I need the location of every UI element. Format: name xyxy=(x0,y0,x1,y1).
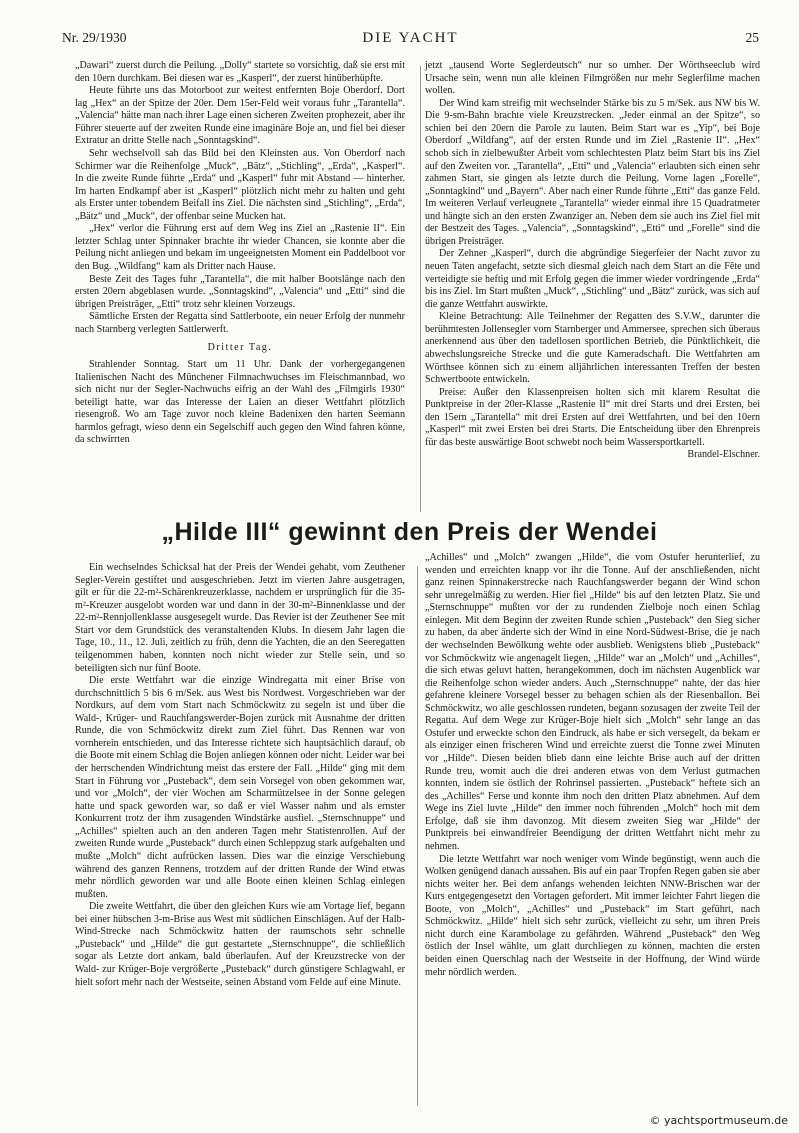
paragraph: „Achilles“ und „Molch“ zwangen „Hilde“, die vom Ostufer herunterlief, zu wenden und erreichten knapp vor ihr die Tonne. Auf der anschließenden, nicht ganz reinen Spinnakerstrecke nach Rauchfangswerder begann der Wind schon sehr unregelmäßig zu werden. Hier fiel „Hilde“ bis auf den letzten Platz. Sie und „Sternschnuppe“ mußten vor der zu rundenden Zielboje noch einen Schlag einlegen. Mit dem Beginn der zweiten Runde schien „Pusteback“ den Sieg sicher zu haben, da aber änderte sich der Wind in eine Nord-Südwest-Brise, die je nach der wechselnden Bewölkung wehte oder ausblieb. Wenigstens blieb „Pusteback“ vor Schmöckwitz wie angenagelt liegen, „Hilde“ war an „Molch“ und „Achilles“, die sich etwas geluvt hatten, herangekommen, doch im nächsten Augenblick war die Reihenfolge schon wieder anders. Auch „Sternschnuppe“ nahte, der das hier gefahrene kleinere Vorsegel besser zu behagen schien als der Riesenballon. Bei Schmöckwitz, wo alle geschlossen rundeten, begann sozusagen der zweite Teil der Regatta. Auf dem Wege zur Krüger-Boje hielt sich „Molch“ sehr lange an das Ostufer und erweckte schon den Eindruck, als habe er sich versegelt, da bekam er als einziger einen frischeren Wind und erreichte zuerst die Tonne zwei Minuten vor „Hilde“. Diesen beiden blieb dann eine leichte Brise auch auf der dritten Runde treu, womit auch die drei anderen etwas von dem Verlust gutmachen konnten, indem sie östlich der Rohrinsel passierten. „Pusteback“ heftete sich an des „Achilles“ Ferse und konnte ihm noch den dritten Platz abnehmen. Auf dem Wege ins Ziel luvte „Hilde“ den immer noch führenden „Molch“ hoch mit dem Erfolge, daß sie ihm davonzog. Mit diesem zweiten Sieg war „Hilde“ der Punktpreis bei einwandfreier Beendigung der dritten Wettfahrt nicht mehr zu nehmen. xyxy=(425,552,760,852)
column-divider xyxy=(417,566,418,1106)
copyright-watermark: © yachtsportmuseum.de xyxy=(647,1114,791,1127)
author-signature: Brandel-Elschner. xyxy=(687,449,760,461)
column-1 xyxy=(75,60,405,447)
paragraph: Die letzte Wettfahrt war noch weniger vom Winde begünstigt, wenn auch die Wolken genügend danach aussahen. Bis auf ein paar Tropfen Regen gaben sie aber nichts weiter her. Bei dem anfangs wehenden leichten NNW-Brischen war der Kurs entgegengesetzt den Vortagen gefordert. Mit immer leichter Fahrt liegen die Boote, von „Molch“, „Achilles“ und „Pusteback“ im Start geführt, nach Schmöckwitz. „Hilde“ hielt sich sehr zurück, vielleicht zu sehr, um ihren Preis nicht durch eine Karambolage zu gefährden. Während „Pusteback“ den Weg östlich der Insel wählte, um glatt durchliegen zu können, machten die ersten beiden einen Querschlag nach der Westseite in der Hoffnung, der Wind würde mehr nördlich werden. xyxy=(425,853,760,978)
issue-number: Nr. 29/1930 xyxy=(62,30,127,45)
article-title: „Hilde III“ gewinnt den Preis der Wendei xyxy=(161,518,658,546)
column-2 xyxy=(425,60,760,462)
paragraph: Sehr wechselvoll sah das Bild bei den Kleinsten aus. Von Oberdorf nach Schirmer war die Reihenfolge „Muck“, „Bätz“, „Stichling“, „Erda“, „Kasperl“. In die zweite Runde führte „Erda“ und „Kasperl“ fuhr mit Abstand — hinterher. Im harten Endkampf aber ist „Kasperl“ plötzlich nicht mehr zu halten und geht als Erster unter tobendem Beifall ins Ziel. Die nächsten sind „Stichling“, „Erda“, „Bätz“ und „Muck“, der offenbar seine Mucken hat. xyxy=(75,147,405,222)
paragraph: jetzt „tausend Worte Seglerdeutsch“ nur so umher. Der Wörthseeclub wird Ursache sein, wenn nun alle kleinen Filmgrößen nur mehr Seglerfilme machen wollen. xyxy=(425,60,760,97)
column-4 xyxy=(425,552,760,979)
page-header xyxy=(62,30,759,52)
paragraph: Heute führte uns das Motorboot zur weitest entfernten Boje Oberdorf. Dort lag „Hex“ an der Spitze der 20er. Dem 15er-Feld weit voraus fuhr „Tarantella“. „Valencia“ hätte man nach ihrer Lage einen sicheren Zweiten prophezeit, aber ihr Führer steuerte auf der zweiten Runde eine imaginäre Boje an, und fiel bei dieser Extratur an dritte Stelle nach „Sonntagskind“. xyxy=(75,85,405,147)
column-3 xyxy=(75,562,405,989)
paragraph: Ein wechselndes Schicksal hat der Preis der Wendei gehabt, vom Zeuthener Segler-Verein gestiftet und ausgeschrieben. Jetzt im vierten Jahre ausgetragen, gilt er für die 22-m²-Schärenkreuzerklasse, nachdem er ursprünglich für die 35-m²-Kreuzer ausgelobt worden war und dann in der 30-m²-Binnenklasse und der 22-m²-Rennjollenklasse ausgesegelt wurde. Das Revier ist der Zeuthener See mit Start vor dem Grundstück des veranstaltenden Klubs. In diesem Jahr lagen die Tage, 10., 11., 12. Juli, zeitlich zu früh, denn die Yachten, die an den Seeregatten teilgenommen haben, konnten noch nicht wieder zur Stelle sein, und so beteiligten sich nur fünf Boote. xyxy=(75,562,405,674)
paragraph: „Hex“ verlor die Führung erst auf dem Weg ins Ziel an „Rastenie II“. Ein letzter Schlag unter Spinnaker brachte ihr wieder Chancen, sie konnte aber die Peilung nicht anliegen und bekam im ungeeignetsten Moment ein Paddelboot vor den Bug. „Wildfang“ kam als Dritter nach Hause. xyxy=(75,223,405,272)
paragraph: Der Zehner „Kasperl“, durch die abgründige Siegerfeier der Nacht zuvor zu neuen Taten angefacht, setzte sich diesmal gleich nach dem Start an die Fête und verteidigte sie heftig und mit Erfolg gegen die immer wieder vordringende „Erda“ bis ins Ziel. Im Start mußten „Muck“, „Stichling“ und „Bätz“ zurück, was sich auf die ganze Wettfahrt auswirkte. xyxy=(425,248,760,310)
paragraph: Strahlender Sonntag. Start um 11 Uhr. Dank der vorhergegangenen Italienischen Nacht des Münchener Filmnachwuchses im Fleischmannbad, wo sich nicht nur der Segler-Nachwuchs eifrig an der Wahl des „Filmgirls 1930“ beteiligt hatte, war das Interesse der Laien an dieser Wettfahrt plötzlich riesengroß. Wo am Tage zuvor noch kleine Badenixen den harten Seemann harmlos gefragt, wieso denn ein Segelschiff auch gegen den Wind fahren könne, da schwirrten xyxy=(75,358,405,446)
journal-title: DIE YACHT xyxy=(362,30,459,46)
paragraph: Sämtliche Ersten der Regatta sind Sattlerboote, ein neuer Erfolg der nunmehr nach Starnberg verlegten Sattlerwerft. xyxy=(75,311,405,335)
paragraph: Der Wind kam streifig mit wechselnder Stärke bis zu 5 m/Sek. aus NW bis W. Die 9-sm-Bahn brachte viele Kreuzstrecken. „Jeder einmal an der Spitze“, so schien bei den 20ern die Parole zu lauten. Beim Start war es „Yip“, bei Boje Oberdorf „Wildfang“, auf der ersten Runde und im Ziel „Rastenie II“. „Hex“ schob sich in zielbewußter Arbeit vom schlechtesten Platz beim Start bis ins Ziel auf den Zweiten vor. „Tarantella“, „Etti“ und „Valencia“ erlaubten sich einen sehr zahmen Start, sie gingen als letzte durch die Peilung. Vorne lagen „Forelle“, „Sonntagkind“ und „Bayern“. Aber nach einer Runde führte „Etti“ das ganze Feld. Im weiteren Verlauf verleugnete „Tarantella“ wieder einmal ihre 15 Quadratmeter und hängte sich an den ersten Zwanziger an. Neben dem sie auch ins Ziel fiel mit der Bestzeit des Tages. „Valencia“, „Sonntagskind“, „Etti“ und „Forelle“ sind die übrigen Preisträger. xyxy=(425,97,760,247)
page-number: 25 xyxy=(745,30,759,45)
paragraph: Die erste Wettfahrt war die einzige Windregatta mit einer Brise von durchschnittlich 5 bis 6 m/Sek. aus West bis Nordwest. Vorgeschrieben war der Nordkurs, auf dem vom Start nach Schmöckwitz zu segeln ist und über die Wald-, Krüger- und Rauchfangswerder-Bojen zurück mit Ausnahme der dritten Runde, die von Schmöckwitz direkt zum Ziel führt. Das Rennen war von vornherein entschieden, und das Interesse richtete sich hauptsächlich darauf, ob die Boote mit einem Schlag die Bojen anliegen können oder nicht. Leider war bei der herrschenden Windrichtung meist das erstere der Fall. „Hilde“ ging mit dem Start in Führung vor „Pusteback“, dem sein Vorsegel von oben gekommen war, und vor „Molch“, der vier Wochen am Scharmützelsee in der Sonne gelegen hatte und spack geworden war, so daß er viel Wasser nahm und als ernster Konkurrent trotz der ihm zusagenden Windstärke ausfiel. „Sternschnuppe“ und „Achilles“ spielten auch an den anderen Tagen mehr Statistenrollen. Auf der zweiten Runde wurde „Pusteback“ durch einen Schleppzug stark aufgehalten und mußte „Molch“ dicht aufrücken lassen. Dies war die einzige Verschiebung während des ganzen Rennens, trotzdem auf der dritten Runde der Wind etwas mehr nördlich geworden war und alle Boote einen kleinen Schlag einlegen mußten. xyxy=(75,675,405,900)
paragraph: Preise: Außer den Klassenpreisen holten sich mit klarem Resultat die Punktpreise in der 20er-Klasse „Rastenie II“ mit drei Starts und drei Ersten, bei den 15ern „Tarantella“ mit drei Ersten auf drei Wettfahrten, und bei den 10ern „Kasperl“ mit zwei Ersten bei drei Starts. Die Entscheidung über den Ehrenpreis für das beste auswärtige Boot schwebt noch beim Wassersportkartell. xyxy=(425,386,760,448)
section-subheading: Dritter Tag. xyxy=(207,342,273,354)
paragraph: Beste Zeit des Tages fuhr „Tarantella“, die mit halber Bootslänge nach den ersten 20ern abgeblasen wurde. „Sonntagskind“, „Valencia“ und „Etti“ sind die übrigen Preisträger, „Etti“ trotz sehr kleinen Vorzeugs. xyxy=(75,273,405,310)
paragraph: Kleine Betrachtung: Alle Teilnehmer der Regatten des S.V.W., darunter die berühmtesten Jollensegler vom Starnberger und Ammersee, sprechen sich überaus anerkennend aus über den tadellosen sportlichen Betrieb, die Pünktlichkeit, die abwechslungsreiche Strecke und die gute Kameradschaft. Die Wettfahrten am Wörthsee können sich zu einem alljährlichen interessanten Treffen der besten Schwertboote entwickeln. xyxy=(425,311,760,386)
paragraph: Die zweite Wettfahrt, die über den gleichen Kurs wie am Vortage lief, begann bei einer hübschen 3-m-Brise aus West mit südlichen Einschlägen. Auf der Halb-Wind-Strecke nach Schmöckwitz hatten der raumschots sehr schnelle „Pusteback“ und „Hilde“ die gut gestartete „Sternschnuppe“, die schließlich sogar als Letzte dort ankam, bald überlaufen. Auf der Kreuzstrecke von der Wald- zur Krüger-Boje vergrößerte „Pusteback“ durch günstigere Schlagwahl, er hielt sofort mehr nach der Westseite, seinen Abstand vom Felde auf eine Minute. xyxy=(75,901,405,988)
column-divider xyxy=(420,66,421,512)
paragraph: „Dawari“ zuerst durch die Peilung. „Dolly“ startete so vorsichtig, daß sie erst mit den 10ern durchkam. Bei diesen war es „Kasperl“, der zuerst hinüberhüpfte. xyxy=(75,60,405,84)
